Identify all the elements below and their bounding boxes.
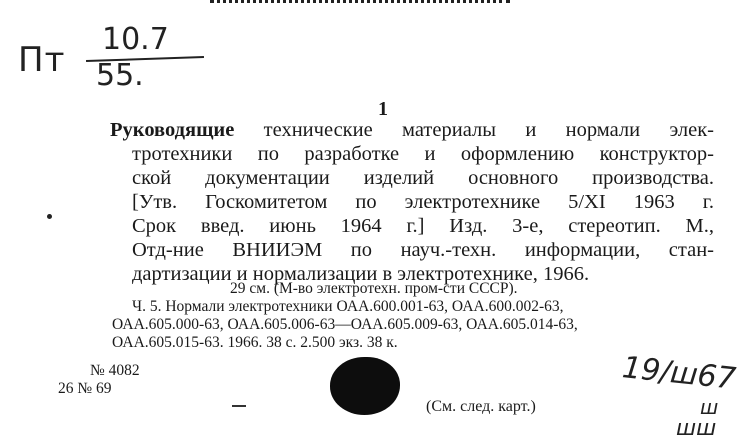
margin-dot — [47, 214, 52, 219]
handwritten-note-signature: шш — [676, 416, 717, 441]
main-line-6: Отд-ние ВНИИЭМ по науч.-техн. информации, стан- — [132, 239, 714, 261]
handwritten-denominator: 55. — [96, 58, 144, 93]
lead-word: Руководящие — [110, 119, 235, 141]
registration-code: 26 № 69 — [58, 380, 112, 397]
series-line-2: ОАА.605.000-63, ОАА.605.006-63—ОАА.605.009-63, ОАА.605.014-63, — [112, 316, 578, 333]
handwritten-numerator: 10.7 — [102, 22, 169, 57]
main-line-4: [Утв. Госкомитетом по электротехнике 5/XI 1963 г. — [132, 191, 714, 213]
main-line-5: Срок введ. июнь 1964 г.] Изд. 3-е, стереотип. М., — [132, 215, 714, 237]
main-line-7: дартизации и нормализации в электротехнике, 1966. — [132, 263, 590, 285]
main-line-1-text: технические материалы и нормали элек- — [234, 119, 714, 141]
ink-blot-hole — [330, 357, 400, 415]
series-line-3: ОАА.605.015-63. 1966. 38 с. 2.500 экз. 38 к. — [112, 334, 398, 351]
main-line-1 — [110, 118, 714, 142]
card-top-edge — [210, 0, 510, 6]
registration-number: № 4082 — [90, 362, 140, 379]
main-line-2: тротехники по разработке и оформлению конструктор- — [132, 143, 714, 165]
small-dash — [232, 405, 246, 407]
main-description — [110, 118, 714, 286]
physical-description: 29 см. (М-во электротехн. пром-сти СССР). — [230, 280, 518, 297]
series-line-1: Ч. 5. Нормали электротехники ОАА.600.001-63, ОАА.600.002-63, — [132, 298, 564, 315]
handwritten-note-initial: ш — [700, 395, 719, 419]
entry-number: 1 — [378, 98, 388, 120]
handwritten-code: Пт — [18, 40, 66, 80]
handwritten-note-date: 19/ш67 — [620, 350, 738, 397]
see-next-card: (См. след. карт.) — [426, 398, 536, 415]
main-line-3: ской документации изделий основного производства. — [132, 167, 714, 189]
